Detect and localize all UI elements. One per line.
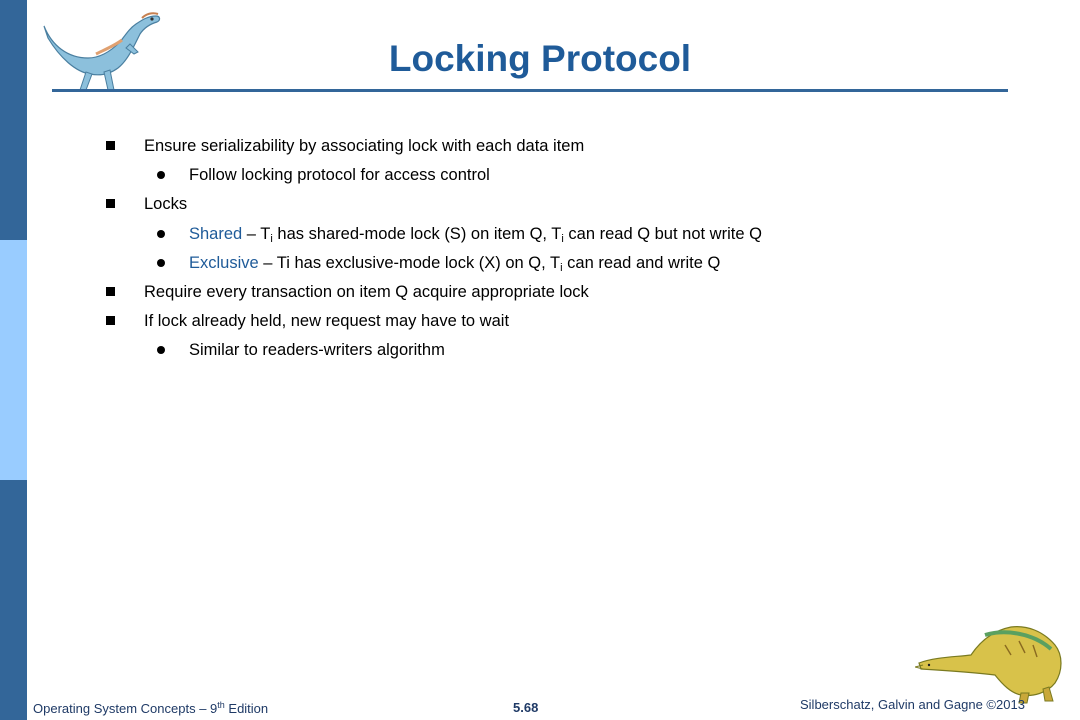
footer-book-superscript: th: [217, 700, 225, 710]
sidebar-segment-middle: [0, 240, 27, 480]
footer-book-title: [33, 700, 268, 716]
dinosaur-illustration-icon: [915, 615, 1065, 705]
round-bullet-icon: [157, 171, 165, 179]
page-number: 5.68: [513, 700, 539, 715]
bullet-serializability: Ensure serializability by associating lock with each data item: [144, 137, 585, 155]
footer-copyright: Silberschatz, Galvin and Gagne ©2013: [800, 697, 1025, 712]
shared-text-3: can read Q but not write Q: [563, 225, 762, 243]
sidebar-segment-top: [0, 0, 27, 240]
square-bullet-icon: [106, 199, 115, 208]
footer-book-suffix: Edition: [224, 701, 269, 716]
bullet-exclusive-lock: [189, 254, 720, 274]
bullet-follow-protocol: Follow locking protocol for access control: [189, 166, 490, 184]
slide-title: Locking Protocol: [388, 38, 692, 79]
exclusive-term: Exclusive: [189, 254, 259, 272]
exclusive-text-2: can read and write Q: [562, 254, 721, 272]
bullet-require-lock: Require every transaction on item Q acquire appropriate lock: [144, 283, 589, 301]
bullet-lock-held: If lock already held, new request may have to wait: [144, 312, 510, 330]
dinosaur-logo-icon: [38, 6, 164, 94]
round-bullet-icon: [157, 230, 165, 238]
footer-book-prefix: Operating System Concepts – 9: [33, 701, 218, 716]
round-bullet-icon: [157, 346, 165, 354]
bullet-readers-writers: Similar to readers-writers algorithm: [189, 341, 445, 359]
square-bullet-icon: [106, 287, 115, 296]
shared-term: Shared: [189, 225, 243, 243]
sidebar-segment-bottom: [0, 480, 27, 720]
bullet-shared-lock: [189, 225, 762, 245]
square-bullet-icon: [106, 141, 115, 150]
exclusive-subscript-1: i: [560, 262, 563, 274]
square-bullet-icon: [106, 316, 115, 325]
title-underline: [52, 89, 1008, 92]
shared-subscript-2: i: [561, 233, 564, 245]
bullet-locks: Locks: [144, 195, 188, 213]
exclusive-text-1: – Ti has exclusive-mode lock (X) on Q, T: [258, 254, 561, 272]
shared-text-1: – T: [242, 225, 271, 243]
sidebar-stripe: [0, 0, 27, 720]
round-bullet-icon: [157, 259, 165, 267]
shared-text-2: has shared-mode lock (S) on item Q, T: [272, 225, 562, 243]
shared-subscript-1: i: [270, 233, 273, 245]
